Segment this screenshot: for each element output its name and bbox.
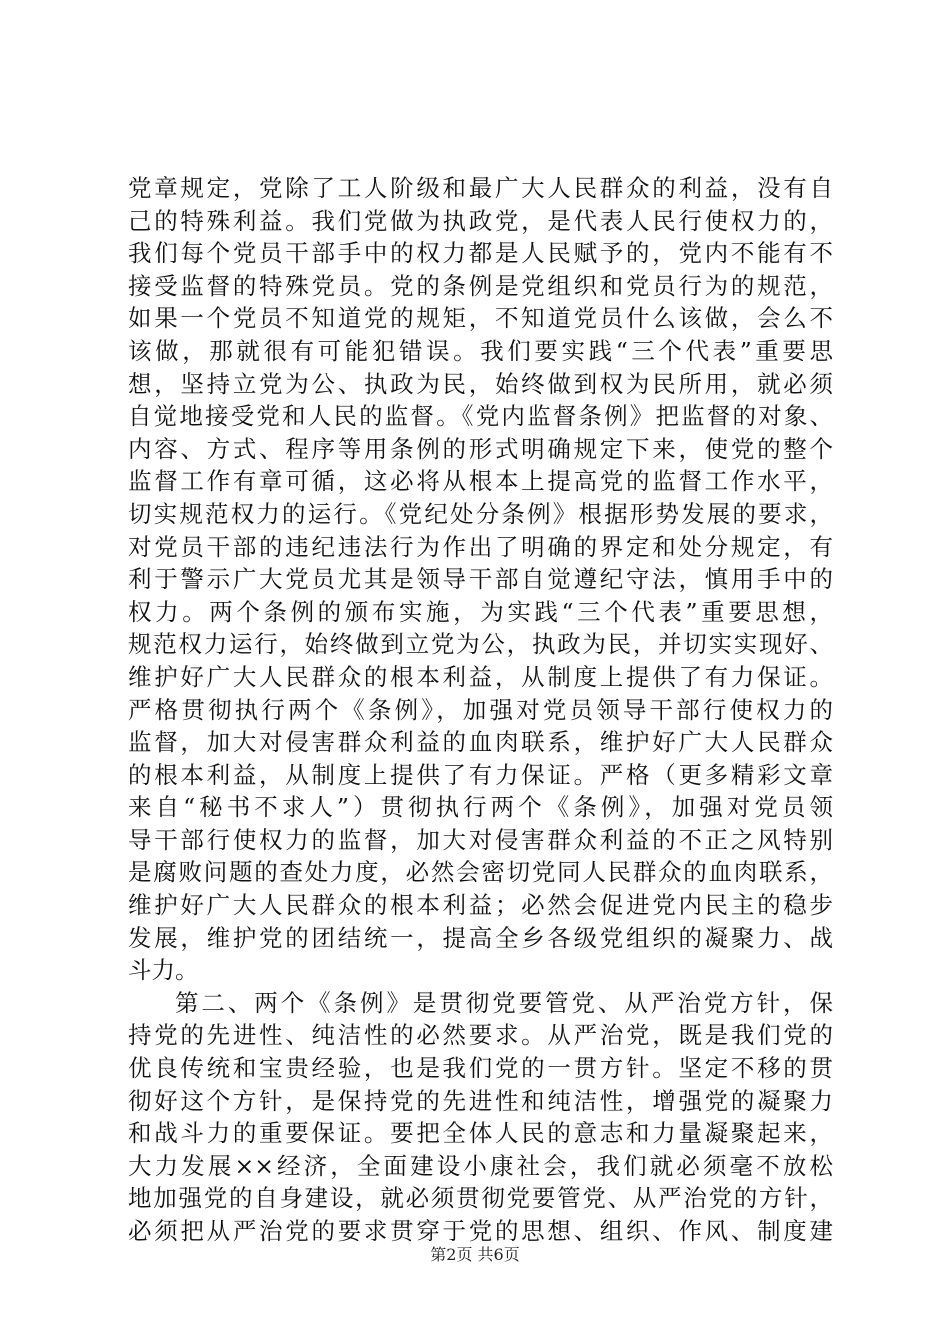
text-line: 该做，那就很有可能犯错误。我们要实践“三个代表”重要思 (128, 336, 833, 365)
text-line: 规范权力运行，始终做到立党为公，执政为民，并切实实现好、 (128, 630, 833, 659)
text-line: 和战斗力的重要保证。要把全体人民的意志和力量凝聚起来， (128, 1119, 833, 1148)
text-line: 持党的先进性、纯洁性的必然要求。从严治党，既是我们党的 (128, 1021, 833, 1050)
text-line: 我们每个党员干部手中的权力都是人民赋予的，党内不能有不 (128, 239, 833, 268)
text-line: 是腐败问题的查处力度，必然会密切党同人民群众的血肉联系， (128, 858, 833, 887)
text-line: 切实规范权力的运行。《党纪处分条例》根据形势发展的要求， (128, 499, 833, 528)
text-line: 优良传统和宝贵经验，也是我们党的一贯方针。坚定不移的贯 (128, 1054, 833, 1083)
paragraph-start-line: 第二、两个《条例》是贯彻党要管党、从严治党方针，保 (175, 988, 833, 1017)
text-line: 维护好广大人民群众的根本利益，从制度上提供了有力保证。 (128, 662, 833, 691)
text-line: 自觉地接受党和人民的监督。《党内监督条例》把监督的对象、 (128, 402, 833, 431)
text-line: 大力发展××经济，全面建设小康社会，我们就必须毫不放松 (128, 1151, 833, 1180)
text-line: 利于警示广大党员尤其是领导干部自觉遵纪守法，慎用手中的 (128, 565, 833, 594)
text-line: 对党员干部的违纪违法行为作出了明确的界定和处分规定，有 (128, 532, 833, 561)
text-line: 想，坚持立党为公、执政为民，始终做到权为民所用，就必须 (128, 369, 833, 398)
text-line: 监督，加大对侵害群众利益的血肉联系，维护好广大人民群众 (128, 728, 833, 757)
text-line: 彻好这个方针，是保持党的先进性和纯洁性，增强党的凝聚力 (128, 1086, 833, 1115)
text-line: 的根本利益，从制度上提供了有力保证。严格（更多精彩文章 (128, 760, 833, 789)
text-line: 地加强党的自身建设，就必须贯彻党要管党、从严治党的方针， (128, 1184, 833, 1213)
text-line: 如果一个党员不知道党的规矩，不知道党员什么该做，会么不 (128, 304, 833, 333)
text-line: 权力。两个条例的颁布实施，为实践“三个代表”重要思想， (128, 597, 833, 626)
text-line: 党章规定，党除了工人阶级和最广大人民群众的利益，没有自 (128, 174, 833, 202)
text-line: 必须把从严治党的要求贯穿于党的思想、组织、作风、制度建 (128, 1217, 833, 1245)
text-line: 严格贯彻执行两个《条例》，加强对党员领导干部行使权力的 (128, 695, 833, 724)
page-number-footer: 第2页 共6页 (430, 1245, 520, 1264)
document-body (128, 172, 833, 1248)
text-line: 内容、方式、程序等用条例的形式明确规定下来，使党的整个 (128, 434, 833, 463)
text-line: 监督工作有章可循，这必将从根本上提高党的监督工作水平， (128, 467, 833, 496)
text-line: 导干部行使权力的监督，加大对侵害群众利益的不正之风特别 (128, 825, 833, 854)
text-line: 斗力。 (128, 956, 199, 985)
text-line: 维护好广大人民群众的根本利益；必然会促进党内民主的稳步 (128, 891, 833, 920)
text-line: 发展，维护党的团结统一，提高全乡各级党组织的凝聚力、战 (128, 923, 833, 952)
text-line: 来自“秘书不求人”）贯彻执行两个《条例》，加强对党员领 (128, 793, 833, 822)
text-line: 接受监督的特殊党员。党的条例是党组织和党员行为的规范， (128, 271, 833, 300)
text-line: 己的特殊利益。我们党做为执政党，是代表人民行使权力的， (128, 206, 833, 235)
